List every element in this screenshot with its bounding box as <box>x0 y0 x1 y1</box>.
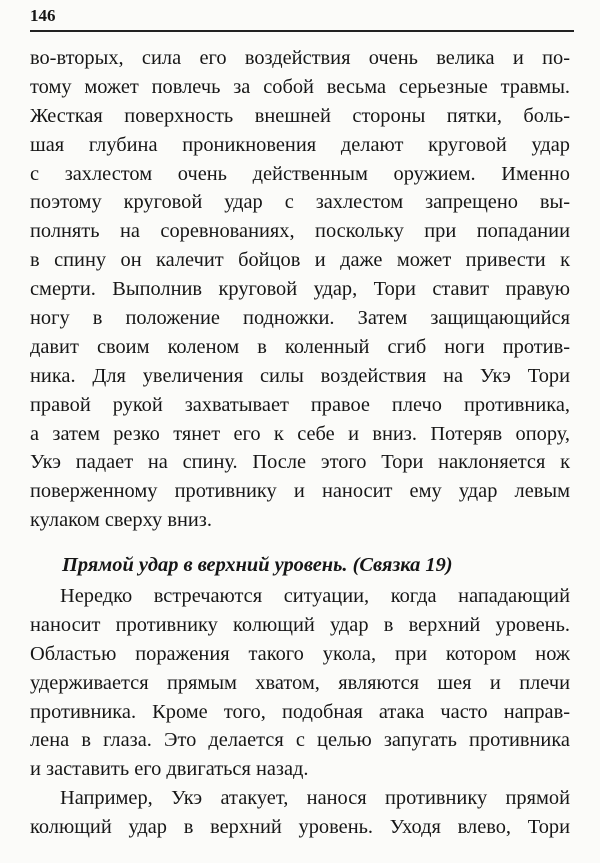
text-line: поэтому круговой удар с захлестом запрещено вы- <box>30 191 570 214</box>
text-line: шая глубина проникновения делают круговой удар <box>30 133 570 156</box>
text-line: колющий удар в верхний уровень. Уходя влево, Тори <box>30 815 570 838</box>
text-line: и заставить его двигаться назад. <box>30 758 309 781</box>
text-line: противника. Кроме того, подобная атака часто направ- <box>30 700 570 723</box>
text-line: а затем резко тянет его к себе и вниз. Потеряв опору, <box>30 422 570 445</box>
text-line: Областью поражения такого укола, при котором нож <box>30 642 570 665</box>
text-line: смерти. Выполнив круговой удар, Тори ставит правую <box>30 278 570 301</box>
text-line: с захлестом очень действенным оружием. Именно <box>30 162 570 185</box>
header-rule <box>30 30 574 32</box>
text-line: Нередко встречаются ситуации, когда нападающий <box>60 585 570 607</box>
text-line: правой рукой захватывает правое плечо противника, <box>30 393 570 416</box>
page-number: 146 <box>30 6 56 25</box>
text-line: давит своим коленом в коленный сгиб ноги против- <box>30 335 570 358</box>
text-line: Укэ падает на спину. После этого Тори наклоняется к <box>30 451 570 474</box>
text-line: во-вторых, сила его воздействия очень велика и по- <box>30 47 570 69</box>
text-line: поверженному противнику и наносит ему удар левым <box>30 480 570 503</box>
text-line: наносит противнику колющий удар в верхний уровень. <box>30 613 570 636</box>
paragraph <box>30 784 570 842</box>
text-line: тому может повлечь за собой весьма серьезные травмы. <box>30 75 570 98</box>
text-line: полнять на соревнованиях, поскольку при попадании <box>30 220 570 243</box>
text-line: в спину он калечит бойцов и даже может привести к <box>30 249 570 272</box>
text-line: удерживается прямым хватом, являются шея и плечи <box>30 671 570 694</box>
text-line: лена в глаза. Это делается с целью запугать противника <box>30 729 570 752</box>
text-line: ногу в положение подножки. Затем защищающийся <box>30 307 570 330</box>
text-line: ника. Для увеличения силы воздействия на Укэ Тори <box>30 364 570 387</box>
text-line: Например, Укэ атакует, нанося противнику прямой <box>60 787 570 809</box>
paragraph <box>30 582 570 784</box>
section-heading: Прямой удар в верхний уровень. (Связка 19) <box>62 554 453 576</box>
paragraph-continued <box>30 44 570 535</box>
text-line: Жесткая поверхность внешней стороны пятки, боль- <box>30 104 570 127</box>
text-line: кулаком сверху вниз. <box>30 509 212 532</box>
